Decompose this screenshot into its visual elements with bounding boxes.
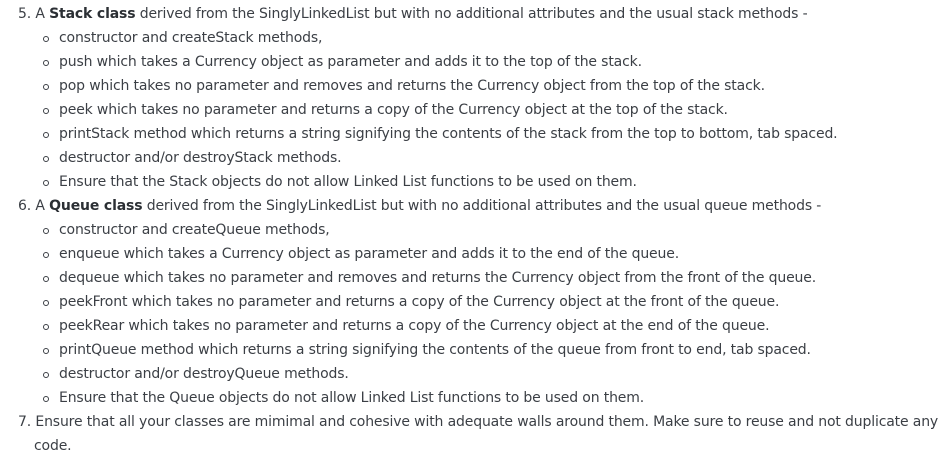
- list-item-stack-class: [18, 2, 951, 194]
- queue-methods-list: [18, 218, 951, 410]
- item-description: derived from the SinglyLinkedList but with no additional attributes and the usual queue methods -: [146, 198, 822, 214]
- list-item: printQueue method which returns a string signifying the contents of the queue from front to end, tab spaced.: [40, 338, 951, 362]
- list-item: pop which takes no parameter and removes and returns the Currency object from the top of the stack.: [40, 74, 951, 98]
- item-number: 5.: [18, 6, 32, 22]
- item-text-line-2: code.: [34, 438, 72, 454]
- list-item: peekRear which takes no parameter and returns a copy of the Currency object at the end of the queue.: [40, 314, 951, 338]
- item-prefix: A: [35, 198, 45, 214]
- item-heading: [18, 410, 938, 434]
- item-prefix: A: [35, 6, 45, 22]
- list-item: destructor and/or destroyQueue methods.: [40, 362, 951, 386]
- list-item: printStack method which returns a string signifying the contents of the stack from the top to bottom, tab spaced.: [40, 122, 951, 146]
- list-item-design-requirement: [18, 410, 938, 458]
- item-description: derived from the SinglyLinkedList but with no additional attributes and the usual stack methods -: [139, 6, 808, 22]
- list-item: constructor and createStack methods,: [40, 26, 951, 50]
- item-heading: [18, 194, 951, 218]
- list-item-queue-class: [18, 194, 951, 410]
- list-item: Ensure that the Stack objects do not allow Linked List functions to be used on them.: [40, 170, 951, 194]
- item-bold-term: Queue class: [49, 198, 143, 214]
- item-number: 7.: [18, 414, 32, 430]
- list-item: destructor and/or destroyStack methods.: [40, 146, 951, 170]
- list-item: peekFront which takes no parameter and returns a copy of the Currency object at the front of the queue.: [40, 290, 951, 314]
- stack-methods-list: [18, 26, 951, 194]
- item-text-line-1: Ensure that all your classes are mimimal and cohesive with adequate walls around them. Make sure to reuse and not duplicate any: [35, 414, 939, 430]
- item-number: 6.: [18, 198, 32, 214]
- list-item: Ensure that the Queue objects do not allow Linked List functions to be used on them.: [40, 386, 951, 410]
- list-item: enqueue which takes a Currency object as parameter and adds it to the end of the queue.: [40, 242, 951, 266]
- list-item: push which takes a Currency object as parameter and adds it to the top of the stack.: [40, 50, 951, 74]
- item-bold-term: Stack class: [49, 6, 136, 22]
- list-item: constructor and createQueue methods,: [40, 218, 951, 242]
- item-heading: [18, 2, 951, 26]
- list-item: peek which takes no parameter and returns a copy of the Currency object at the top of the stack.: [40, 98, 951, 122]
- list-item: dequeue which takes no parameter and removes and returns the Currency object from the front of the queue.: [40, 266, 951, 290]
